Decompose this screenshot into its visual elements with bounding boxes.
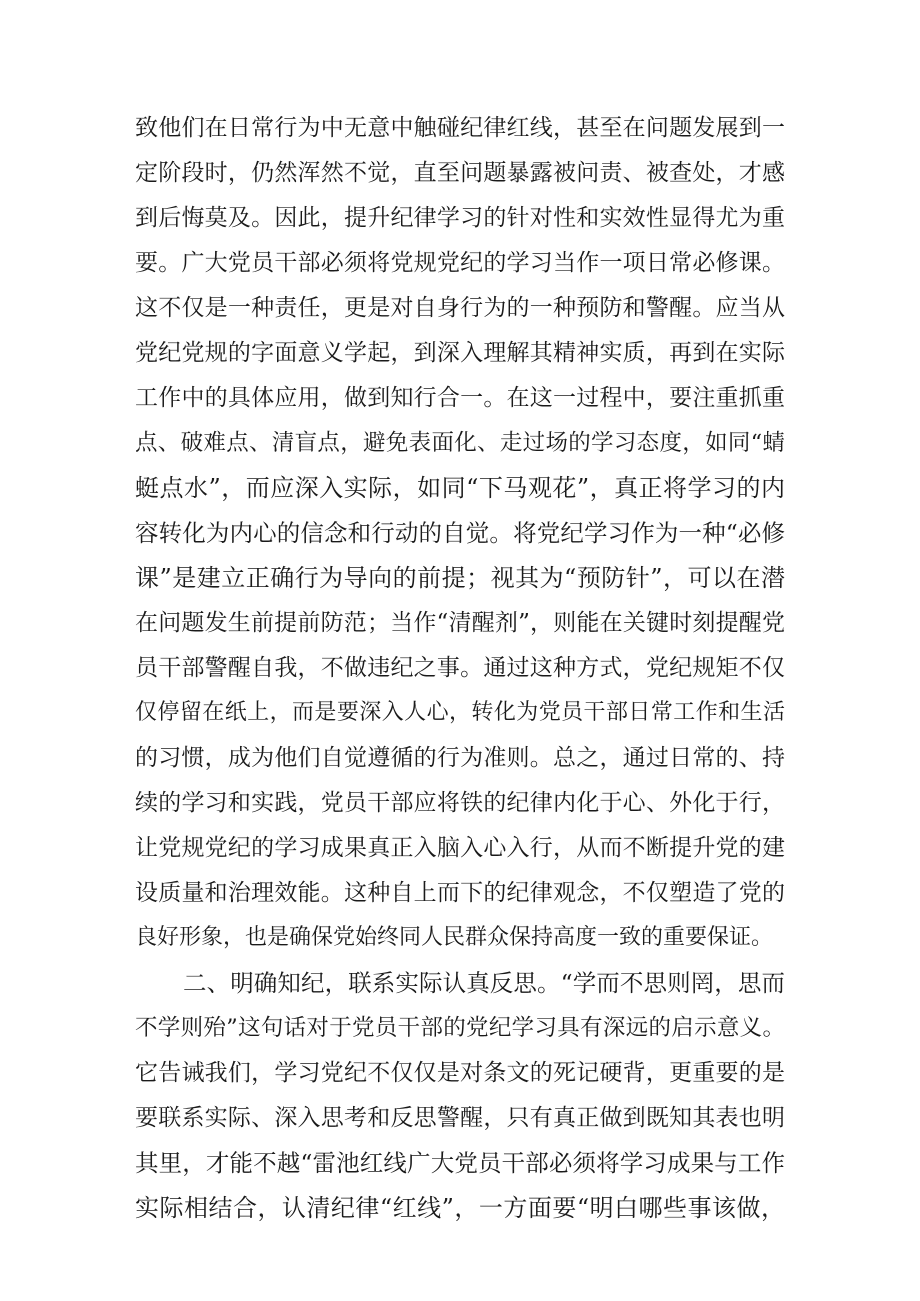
- section-heading-line: 二、明确知纪，联系实际认真反思。“学而不思则罔，思而: [183, 969, 785, 997]
- text-line: 让党规党纪的学习成果真正入脑入心入行，从而不断提升党的建: [135, 835, 785, 861]
- text-line: 要。广大党员干部必须将党规党纪的学习当作一项日常必修课。: [135, 250, 785, 276]
- text-line: 设质量和治理效能。这种自上而下的纪律观念，不仅塑造了党的: [135, 880, 785, 906]
- text-line-paragraph-end: 良好形象，也是确保党始终同人民群众保持高度一致的重要保证。: [135, 925, 774, 950]
- text-line: 它告诫我们，学习党纪不仅仅是对条文的死记硬背，更重要的是: [135, 1060, 785, 1086]
- text-line: 在问题发生前提前防范；当作“清醒剂”，则能在关键时刻提醒党: [135, 610, 785, 636]
- text-line: 不学则殆”这句话对于党员干部的党纪学习具有深远的启示意义。: [135, 1015, 785, 1041]
- text-line: 员干部警醒自我，不做违纪之事。通过这种方式，党纪规矩不仅: [135, 655, 785, 681]
- text-line: 党纪党规的字面意义学起，到深入理解其精神实质，再到在实际: [135, 340, 785, 366]
- text-line: 仅停留在纸上，而是要深入人心，转化为党员干部日常工作和生活: [135, 700, 785, 725]
- text-line: 要联系实际、深入思考和反思警醒，只有真正做到既知其表也明: [135, 1105, 785, 1131]
- text-line: 容转化为内心的信念和行动的自觉。将党纪学习作为一种“必修: [135, 519, 785, 547]
- text-line: 的习惯，成为他们自觉遵循的行为准则。总之，通过日常的、持: [135, 745, 785, 771]
- text-line: 工作中的具体应用，做到知行合一。在这一过程中，要注重抓重: [135, 385, 785, 411]
- text-line: 这不仅是一种责任，更是对自身行为的一种预防和警醒。应当从: [135, 295, 785, 321]
- text-line: 蜓点水”，而应深入实际，如同“下马观花”，真正将学习的内: [135, 474, 785, 502]
- text-line: 定阶段时，仍然浑然不觉，直至问题暴露被问责、被查处，才感: [135, 160, 785, 186]
- text-line: 续的学习和实践，党员干部应将铁的纪律内化于心、外化于行，: [135, 790, 785, 816]
- text-line: 其里，才能不越“雷池红线广大党员干部必须将学习成果与工作: [135, 1149, 785, 1177]
- text-line: 致他们在日常行为中无意中触碰纪律红线，甚至在问题发展到一: [135, 115, 785, 141]
- text-line: 点、破难点、清盲点，避免表面化、走过场的学习态度，如同“蜻: [135, 430, 785, 456]
- text-line: 到后悔莫及。因此，提升纪律学习的针对性和实效性显得尤为重: [135, 205, 785, 231]
- text-line: 实际相结合，认清纪律“红线”，一方面要“明白哪些事该做，: [135, 1194, 785, 1222]
- text-line: 课”是建立正确行为导向的前提；视其为“预防针”，可以在潜: [135, 564, 785, 592]
